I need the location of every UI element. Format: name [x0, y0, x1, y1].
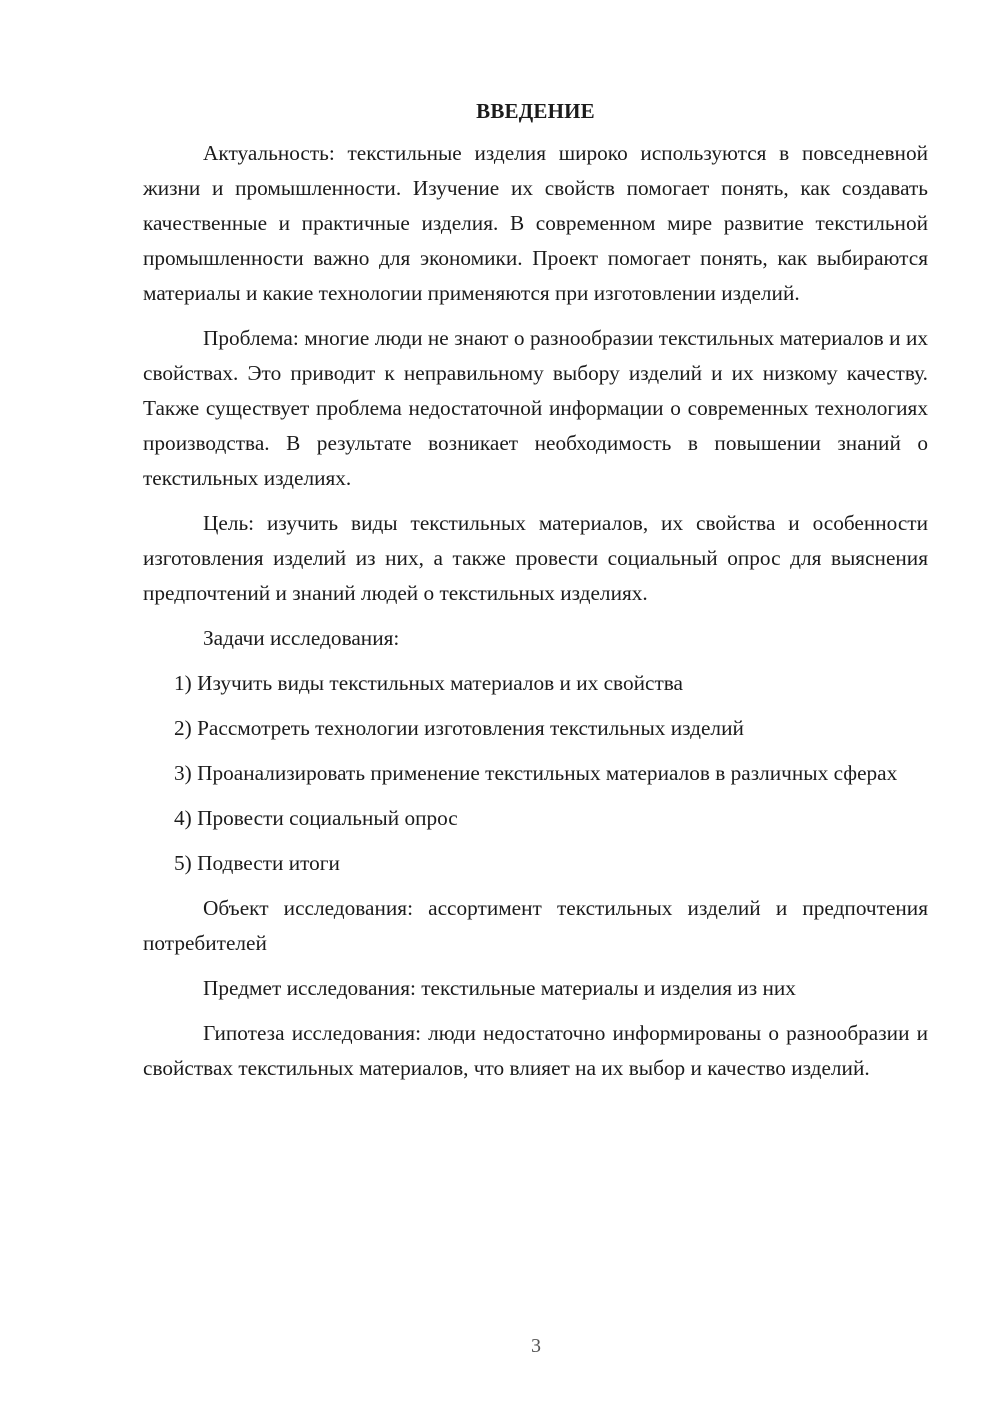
hypothesis-paragraph: Гипотеза исследования: люди недостаточно информированы о разнообразии и свойствах текстильных материалов, что влияет на их выбор и качество изделий.	[143, 1021, 928, 1080]
page-content	[143, 96, 928, 1096]
task-item: 1) Изучить виды текстильных материалов и их свойства	[174, 671, 684, 695]
goal-paragraph: Цель: изучить виды текстильных материалов, их свойства и особенности изготовления изделий из них, а также провести социальный опрос для выяснения предпочтений и знаний людей о текстильных изделиях.	[143, 511, 928, 605]
task-item: 2) Рассмотреть технологии изготовления текстильных изделий	[174, 716, 744, 740]
page-title: ВВЕДЕНИЕ	[476, 99, 595, 123]
tasks-intro: Задачи исследования:	[203, 626, 400, 650]
object-paragraph: Объект исследования: ассортимент текстильных изделий и предпочтения потребителей	[143, 896, 928, 955]
relevance-paragraph: Актуальность: текстильные изделия широко используются в повседневной жизни и промышленности. Изучение их свойств помогает понять, как создавать качественные и практичные изделия. В современном мире развитие текстильной промышленности важно для экономики. Проект помогает понять, как выбираются материалы и какие технологии применяются при изготовлении изделий.	[143, 141, 928, 305]
problem-paragraph: Проблема: многие люди не знают о разнообразии текстильных материалов и их свойствах. Это приводит к неправильному выбору изделий и их низкому качеству. Также существует проблема недостаточной информации о современных технологиях производства. В результате возникает необходимость в повышении знаний о текстильных изделиях.	[143, 326, 928, 490]
page-number: 3	[531, 1335, 541, 1357]
task-item: 4) Провести социальный опрос	[174, 806, 458, 830]
task-item: 5) Подвести итоги	[174, 851, 340, 875]
subject-paragraph: Предмет исследования: текстильные материалы и изделия из них	[203, 976, 796, 1000]
task-item: 3) Проанализировать применение текстильных материалов в различных сферах	[174, 761, 898, 785]
